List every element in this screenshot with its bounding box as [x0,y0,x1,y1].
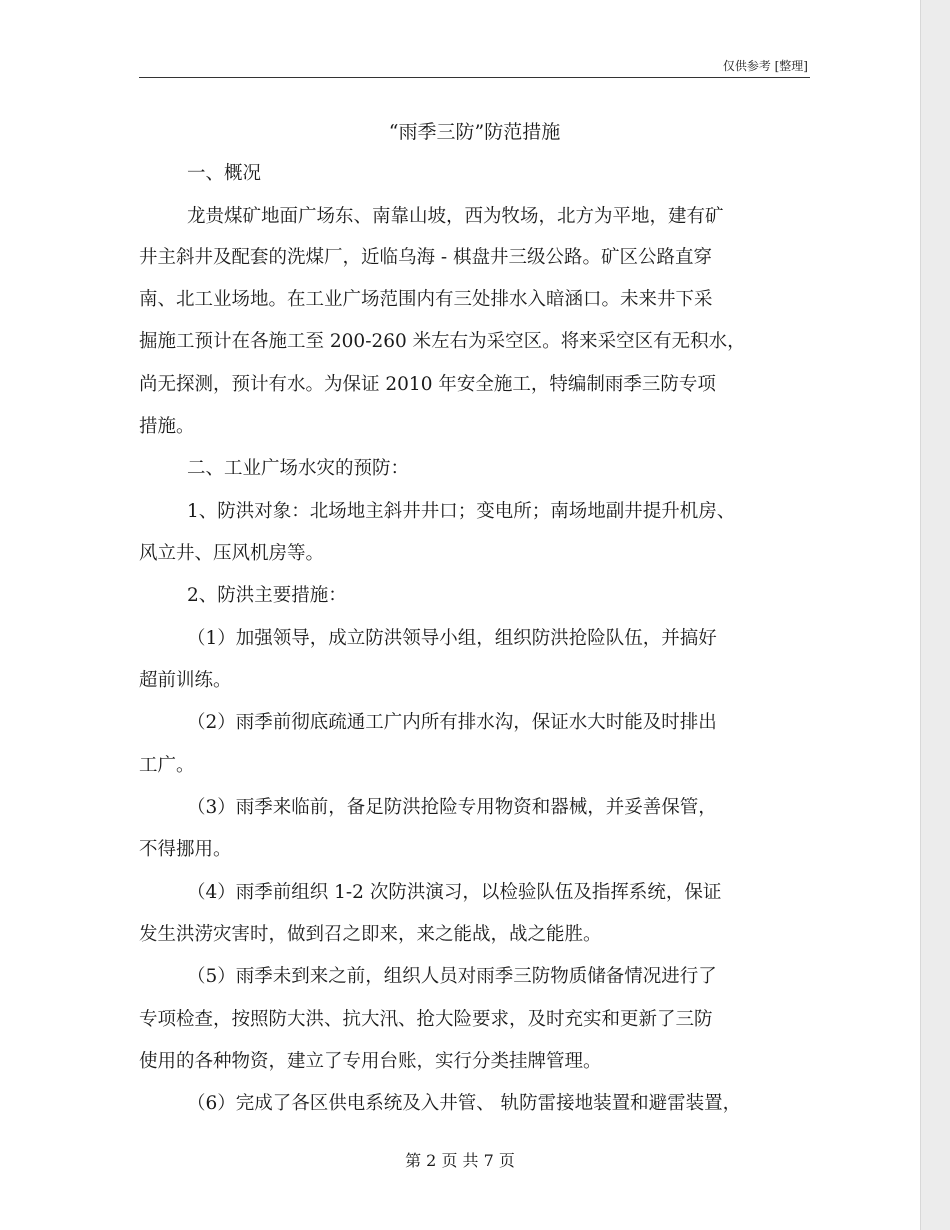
paragraph-line: （3）雨季来临前，备足防洪抢险专用物资和器械，并妥善保管， [187,797,717,818]
paragraph-line: 南、北工业场地。在工业广场范围内有三处排水入暗涵口。未来井下采 [139,289,713,310]
paragraph-line: 工广。 [139,755,195,776]
paragraph-line: 龙贵煤矿地面广场东、南靠山坡，西为牧场，北方为平地，建有矿 [187,206,724,227]
section-heading: 一、概况 [187,163,262,184]
paragraph-line: 2、防洪主要措施： [187,585,347,606]
paragraph-line: 尚无探测，预计有水。为保证 2010 年安全施工，特编制雨季三防专项 [139,374,716,395]
paragraph-line: （1）加强领导，成立防洪领导小组，组织防洪抢险队伍，并搞好 [187,628,717,649]
paragraph-line: 超前训练。 [139,670,232,691]
paragraph-line: 专项检查，按照防大洪、抗大汛、抢大险要求，及时充实和更新了三防 [139,1009,713,1030]
page-number-footer: 第 2 页 共 7 页 [405,1151,515,1170]
document-title: “雨季三防”防范措施 [388,121,561,143]
paragraph-line: 掘施工预计在各施工至 200-260 米左右为采空区。将来采空区有无积水， [139,331,746,352]
paragraph-line: 井主斜井及配套的洗煤厂，近临乌海 - 棋盘井三级公路。矿区公路直穿 [139,247,713,268]
header-label: 仅供参考 [整理] [722,59,808,73]
paragraph-line: 措施。 [139,416,195,437]
paragraph-line: 使用的各种物资，建立了专用台账，实行分类挂牌管理。 [139,1051,602,1072]
paragraph-line: （6）完成了各区供电系统及入井管、 轨防雷接地装置和避雷装置， [187,1093,742,1114]
paragraph-line: 风立井、压风机房等。 [139,543,325,564]
paragraph-line: 1、防洪对象：北场地主斜井井口；变电所；南场地副井提升机房、 [187,501,736,522]
header-divider [139,77,810,78]
paragraph-line: 不得挪用。 [139,839,232,860]
paragraph-line: （4）雨季前组织 1-2 次防洪演习，以检验队伍及指挥系统，保证 [187,882,722,903]
paragraph-line: （2）雨季前彻底疏通工广内所有排水沟，保证水大时能及时排出 [187,712,717,733]
section-heading: 二、工业广场水灾的预防： [187,458,410,479]
paragraph-line: （5）雨季未到来之前，组织人员对雨季三防物质储备情况进行了 [187,966,717,987]
paragraph-line: 发生洪涝灾害时，做到召之即来，来之能战，战之能胜。 [139,924,602,945]
